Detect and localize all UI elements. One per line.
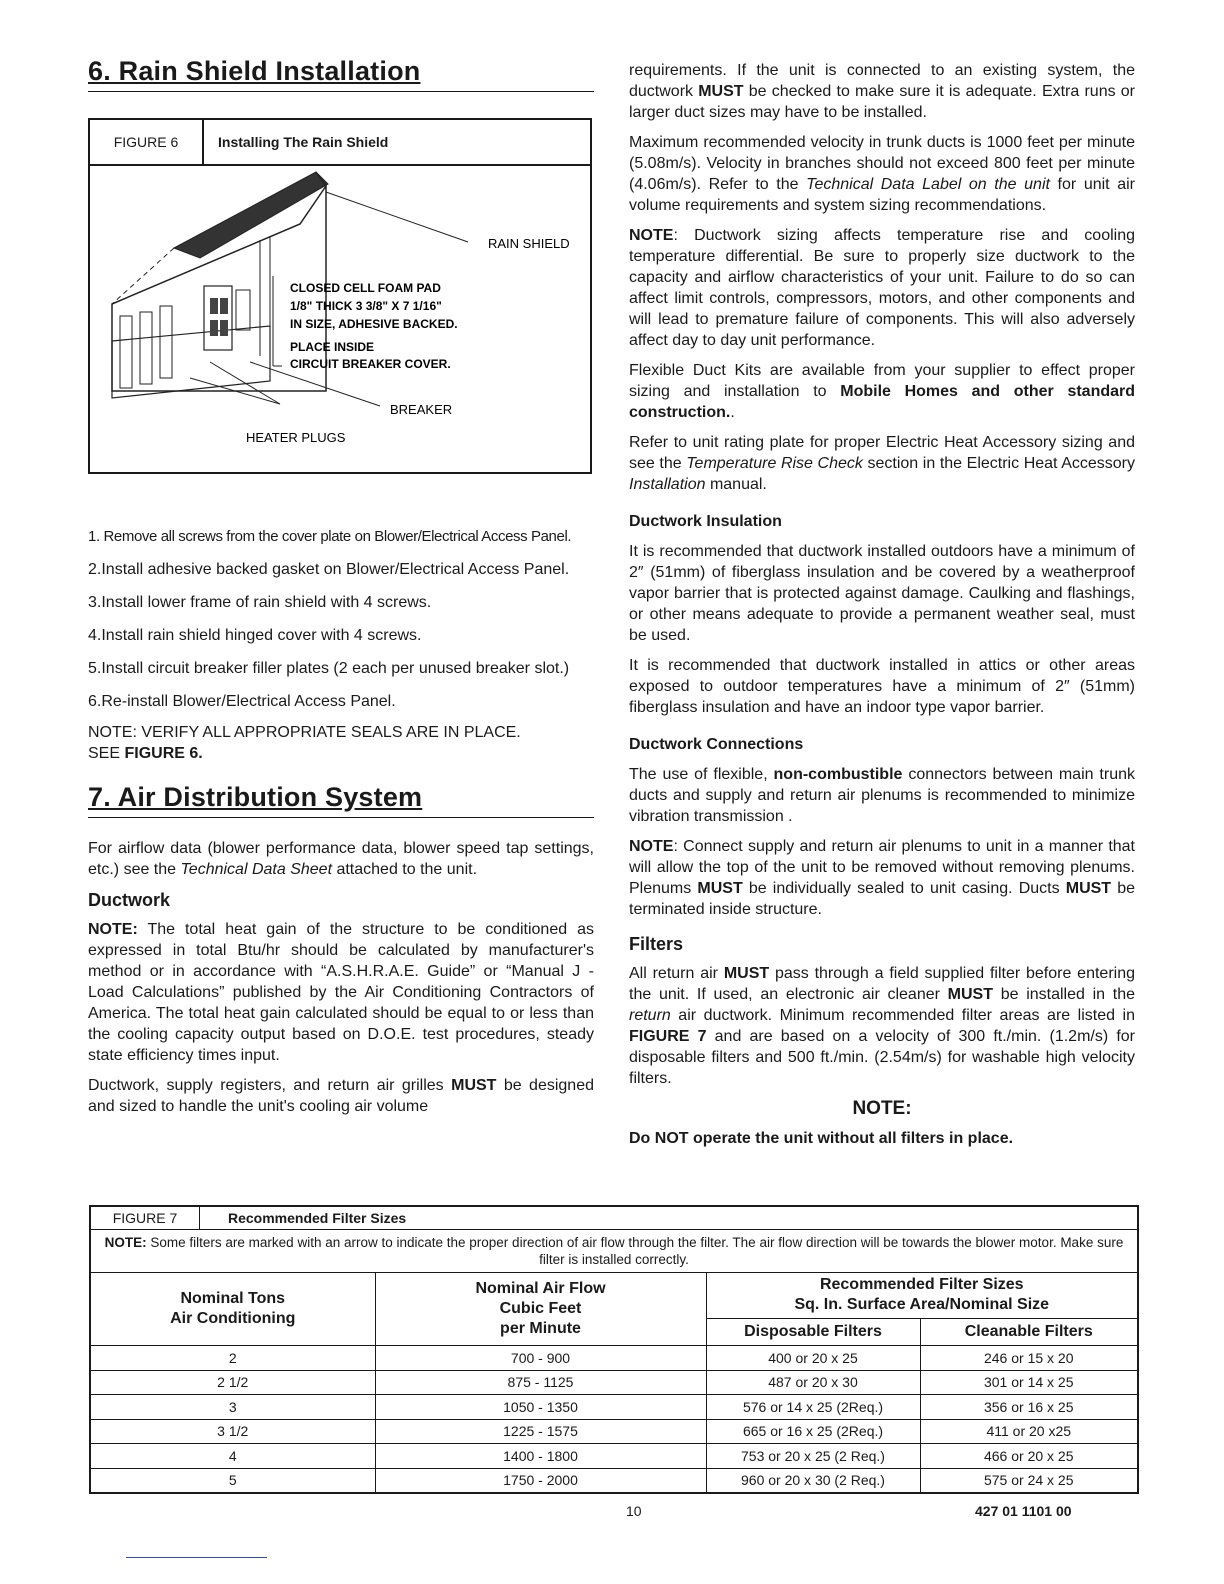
header-flow-line1: Nominal Air Flow [475,1280,606,1297]
foam-pad-label-line3: IN SIZE, ADHESIVE BACKED. [290,317,458,331]
ductwork-p2-text-end: be designed and sized to handle the unit's cooling air volume [88,1077,594,1115]
section-7-title: 7. Air Distribution System [88,782,594,818]
access-panel [112,326,270,398]
seal-note-text: NOTE: VERIFY ALL APPROPRIATE SEALS ARE IN PLACE. [88,724,521,741]
ductwork-connections-heading: Ductwork Connections [629,736,804,753]
cell-tons: 5 [91,1468,375,1492]
ductwork-paragraph-2 [88,1075,594,1117]
cell-disposable: 665 or 16 x 25 (2Req.) [706,1419,920,1444]
header-flow-line2: Cubic Feet [499,1300,582,1317]
figure-7-caption: Recommended Filter Sizes [228,1210,407,1226]
fil-italic: return [629,1007,671,1024]
figure-6-header [90,120,590,166]
p4-bold: Mobile Homes and other standard construction. [629,383,1136,421]
right-paragraph-1 [629,60,1135,123]
page-number: 10 [626,1503,642,1519]
figure-7-note-text: Some filters are marked with an arrow to indicate the proper direction of air flow through the filter. The air flow direction will be towards the blower motor. Make sure filter is installed correctly. [146,1235,1124,1267]
con-p2-note-label: NOTE [629,838,674,855]
fil-text-d: air ductwork. Minimum recommended filter areas are listed in [670,1007,1135,1024]
cell-cleanable: 246 or 15 x 20 [920,1346,1137,1371]
con-p2-must-2: MUST [1065,880,1112,897]
ductwork-heading: Ductwork [88,890,171,910]
left-column [88,56,594,1126]
p1-must: MUST [698,83,744,100]
cell-tons: 4 [91,1444,375,1469]
step-5: 5.Install circuit breaker filler plates (2 each per unused breaker slot.) [88,660,570,677]
con-p2-must-1: MUST [697,880,743,897]
document-number: 427 01 1101 00 [975,1503,1072,1519]
figure-7-number: FIGURE 7 [91,1207,200,1229]
p5-text-end: manual. [705,476,767,493]
step-1: 1. Remove all screws from the cover plate on Blower/Electrical Access Panel. [88,528,572,545]
right-paragraph-2 [629,132,1135,216]
cell-tons: 2 [91,1346,375,1371]
fil-figure-ref: FIGURE 7 [629,1028,707,1045]
p4-text: Flexible Duct Kits are available from your supplier to effect proper sizing and installation to [629,362,1135,400]
p5-text: Refer to unit rating plate for proper Electric Heat Accessory sizing and see the [629,434,1135,472]
filters-heading: Filters [629,934,684,954]
header-rec-line1: Recommended Filter Sizes [819,1276,1024,1294]
cell-disposable: 753 or 20 x 25 (2 Req.) [706,1444,920,1469]
header-nominal-tons [91,1273,375,1346]
insulation-paragraph-1: It is recommended that ductwork installed outdoors have a minimum of 2″ (51mm) of fiberglass insulation and be covered by a weatherproof vapor barrier that is protected against damage. Caulking and flashings, or other means adequate to provide a permanent weather seal, must be used. [629,543,1135,644]
header-air-flow [375,1273,706,1346]
right-paragraph-5 [629,432,1135,495]
rain-shield-illustration [90,166,590,472]
p3-text: : Ductwork sizing affects temperature rise and cooling temperature differential. Be sure to properly size ductwork to the capacity and airflow characteristics of your unit. Failure to do so can affect limit controls, compressors, motors, and other components and will lead to premature failure of components. This will also adversely affect day to day unit performance. [629,227,1135,349]
filters-paragraph [629,963,1135,1089]
p2-text: Maximum recommended velocity in trunk ducts is 1000 feet per minute (5.08m/s). Velocity in branches should not exceed 800 feet per minute (4.06m/s). Refer to the [629,134,1135,193]
place-inside-label-line2: CIRCUIT BREAKER COVER. [290,357,451,371]
p2-text-end: for unit air volume requirements and system sizing recommendations. [629,176,1135,214]
fil-text-e: and are based on a velocity of 300 ft./min. (1.2m/s) for disposable filters and 500 ft./min. (2.54m/s) for washable high velocity filters. [629,1028,1135,1087]
fil-must-1: MUST [723,965,770,982]
intro-text-end: attached to the unit. [332,861,478,878]
connections-paragraph-2 [629,836,1135,920]
cell-air-flow: 1225 - 1575 [375,1419,706,1444]
seal-note-see: SEE [88,745,125,762]
step-4: 4.Install rain shield hinged cover with 4 screws. [88,627,422,644]
figure-6-number: FIGURE 6 [90,120,204,164]
table-row [91,1444,1137,1469]
figure-7 [89,1205,1139,1494]
con-p1-text-end: connectors between main trunk ducts and supply and return air plenums is recommended to minimize vibration transmission . [629,766,1135,825]
header-disposable: Disposable Filters [706,1318,920,1345]
filter-sizes-table [91,1273,1137,1492]
table-row [91,1370,1137,1395]
con-p1-text: The use of flexible, [629,766,774,783]
air-distribution-intro [88,838,594,880]
cell-cleanable: 411 or 20 x25 [920,1419,1137,1444]
cell-cleanable: 575 or 24 x 25 [920,1468,1137,1492]
seal-note-figure-ref: FIGURE 6. [124,745,203,762]
cell-tons: 2 1/2 [91,1370,375,1395]
figure-7-note-label: NOTE: [104,1235,147,1250]
p5-italic-2: Installation [629,476,706,493]
step-2: 2.Install adhesive backed gasket on Blower/Electrical Access Panel. [88,561,570,578]
cell-disposable: 576 or 14 x 25 (2Req.) [706,1395,920,1420]
p5-italic: Temperature Rise Check [686,455,863,472]
foam-pad-label-line2: 1/8" THICK 3 3/8" X 7 1/16" [290,299,442,313]
table-row [91,1395,1137,1420]
decorative-rule [126,1557,267,1558]
p1-text-end: be checked to make sure it is adequate. Extra runs or larger duct sizes may have to be installed. [629,83,1136,121]
header-flow-line3: per Minute [500,1320,581,1337]
intro-text: For airflow data (blower performance data, blower speed tap settings, etc.) see the [88,840,594,878]
step-6: 6.Re-install Blower/Electrical Access Panel. [88,693,396,710]
ductwork-note-label: NOTE: [88,921,138,938]
cell-cleanable: 301 or 14 x 25 [920,1370,1137,1395]
table-header-row-1 [91,1273,1137,1318]
cell-tons: 3 [91,1395,375,1420]
place-inside-label-line1: PLACE INSIDE [290,340,375,354]
cell-air-flow: 700 - 900 [375,1346,706,1371]
header-rec-line2: Sq. In. Surface Area/Nominal Size [794,1296,1050,1314]
seal-note [88,722,594,764]
cell-air-flow: 1750 - 2000 [375,1468,706,1492]
con-p1-bold: non-combustible [773,766,903,783]
figure-7-header [91,1207,1137,1230]
right-column [629,60,1135,1158]
header-cleanable: Cleanable Filters [920,1318,1137,1345]
ductwork-note-text: The total heat gain of the structure to be conditioned as expressed in total Btu/hr should be calculated by manufacturer's method or in accordance with “A.S.H.R.A.E. Guide” or “Manual J - Load Calculations” published by the Air Conditioning Contractors of America. The total heat gain calculated should be equal to or less than the cooling capacity output based on D.O.E. test procedures, steady state efficiency times input. [88,921,594,1064]
figure-6-caption: Installing The Rain Shield [218,134,389,150]
figure-6 [88,118,592,474]
cell-air-flow: 875 - 1125 [375,1370,706,1395]
insulation-paragraph-2: It is recommended that ductwork installed in attics or other areas exposed to outdoor temperatures have a minimum of 2″ (51mm) fiberglass insulation and have an indoor type vapor barrier. [629,657,1135,716]
p3-note-label: NOTE [629,227,674,244]
table-row [91,1419,1137,1444]
cell-tons: 3 1/2 [91,1419,375,1444]
breaker-label: BREAKER [390,402,453,417]
p4-text-end: . [730,404,735,421]
cell-air-flow: 1050 - 1350 [375,1395,706,1420]
figure-7-note [91,1230,1137,1273]
header-tons-line2: Air Conditioning [170,1310,296,1327]
ductwork-p2-must: MUST [451,1077,497,1094]
cell-air-flow: 1400 - 1800 [375,1444,706,1469]
cell-cleanable: 466 or 20 x 25 [920,1444,1137,1469]
intro-italic: Technical Data Sheet [180,861,333,878]
connections-paragraph-1 [629,764,1135,827]
con-p2-text-end: be terminated inside structure. [629,880,1135,918]
cell-disposable: 960 or 20 x 30 (2 Req.) [706,1468,920,1492]
right-paragraph-3 [629,225,1135,351]
cell-cleanable: 356 or 16 x 25 [920,1395,1137,1420]
fil-text-b: pass through a field supplied filter before entering the unit. If used, an electronic air cleaner [629,965,1135,1003]
fil-must-2: MUST [947,986,993,1003]
p1-text: requirements. If the unit is connected to an existing system, the ductwork [629,62,1135,100]
filters-warning: Do NOT operate the unit without all filters in place. [629,1130,1014,1147]
header-recommended [706,1273,1137,1318]
table-row [91,1468,1137,1492]
circuit-breaker [204,286,232,350]
section-6-title: 6. Rain Shield Installation [88,56,594,92]
p5-text-mid: section in the Electric Heat Accessory [862,455,1136,472]
rain-shield-steps [88,526,594,712]
ductwork-note [88,919,594,1066]
fil-text-c: be installed in the [993,986,1136,1003]
con-p2-text: : Connect supply and return air plenums to unit in a manner that will allow the top of the unit to be removed without removing plenums. Plenums [629,838,1135,897]
table-row [91,1346,1137,1371]
rain-shield-label: RAIN SHIELD [488,236,570,251]
filters-note-heading: NOTE: [852,1098,912,1119]
header-tons-line1: Nominal Tons [180,1290,286,1307]
right-paragraph-4 [629,360,1135,423]
ductwork-p2-text: Ductwork, supply registers, and return air grilles [88,1077,452,1094]
heater-plugs-label: HEATER PLUGS [246,430,346,445]
step-3: 3.Install lower frame of rain shield with 4 screws. [88,594,432,611]
p2-italic: Technical Data Label on the unit [806,176,1050,193]
con-p2-text-mid: be individually sealed to unit casing. Ducts [742,880,1066,897]
fil-text-a: All return air [629,965,724,982]
cell-disposable: 400 or 20 x 25 [706,1346,920,1371]
cell-disposable: 487 or 20 x 30 [706,1370,920,1395]
ductwork-insulation-heading: Ductwork Insulation [629,513,782,530]
foam-pad-label-line1: CLOSED CELL FOAM PAD [290,281,441,295]
